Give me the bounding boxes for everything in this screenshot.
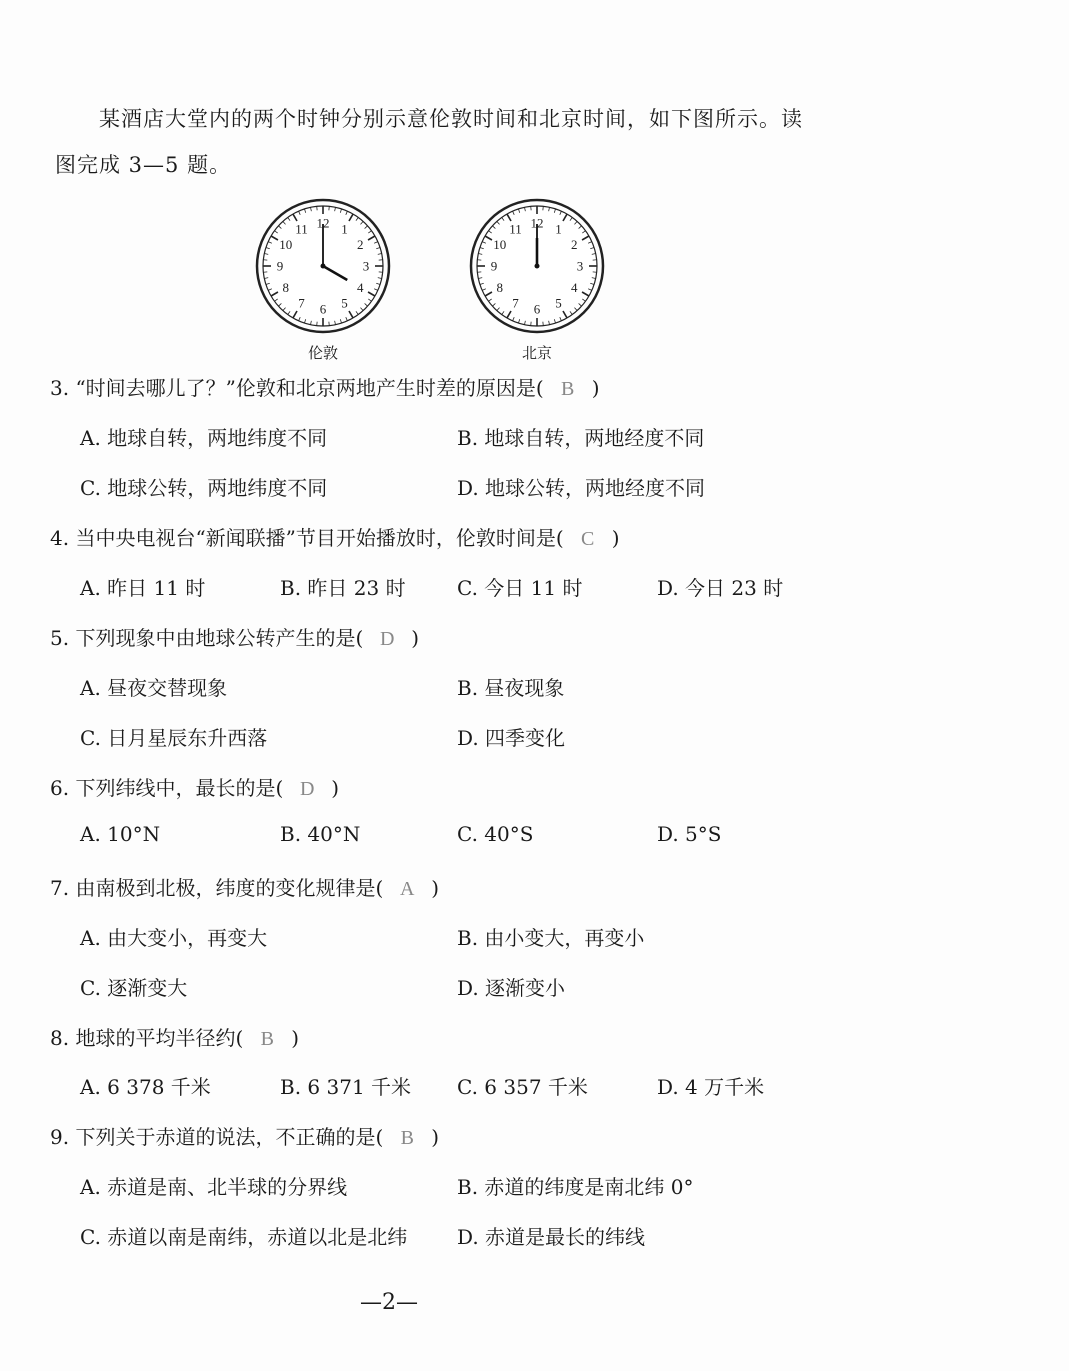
question-stem: 7. 由南极到北极，纬度的变化规律是( — [50, 876, 384, 900]
question-close: ) — [411, 626, 420, 650]
option-a: A. 10°N — [80, 822, 161, 846]
answer-mark: D — [380, 628, 395, 650]
clock-numeral: 9 — [276, 258, 284, 274]
clock-numeral: 6 — [319, 301, 327, 317]
answer-mark: B — [400, 1127, 414, 1149]
clock-numeral: 5 — [555, 295, 562, 311]
option-b: B. 6 371 千米 — [280, 1075, 412, 1099]
question-9 — [50, 1121, 439, 1150]
option-b: B. 40°N — [280, 822, 361, 846]
question-close: ) — [591, 376, 600, 400]
option-c: C. 今日 11 时 — [457, 576, 583, 600]
clock-numeral: 8 — [496, 280, 504, 295]
answer-mark: B — [561, 378, 575, 400]
option-d: D. 四季变化 — [457, 726, 566, 750]
answer-mark: B — [260, 1028, 274, 1050]
option-a: A. 昨日 11 时 — [80, 576, 206, 600]
question-close: ) — [291, 1026, 300, 1050]
question-close: ) — [431, 876, 440, 900]
question-close: ) — [331, 776, 340, 800]
clock-numeral: 1 — [341, 221, 348, 237]
question-close: ) — [611, 526, 620, 550]
question-stem: 6. 下列纬线中，最长的是( — [50, 776, 284, 800]
question-stem: 3. “时间去哪儿了？”伦敦和北京两地产生时差的原因是( — [50, 376, 544, 400]
question-3 — [50, 372, 600, 401]
answer-mark: C — [581, 528, 595, 550]
beijing-clock-caption: 北京 — [521, 344, 552, 362]
option-c: C. 6 357 千米 — [457, 1075, 588, 1099]
option-a: A. 由大变小，再变大 — [80, 926, 268, 950]
question-stem: 8. 地球的平均半径约( — [50, 1026, 244, 1050]
option-d: D. 地球公转，两地经度不同 — [457, 476, 706, 500]
clock-numeral: 8 — [282, 280, 290, 295]
option-d: D. 4 万千米 — [657, 1075, 765, 1099]
option-d: D. 今日 23 时 — [657, 576, 784, 600]
beijing-clock-face — [467, 196, 607, 336]
option-d: D. 赤道是最长的纬线 — [457, 1225, 646, 1249]
question-8 — [50, 1022, 299, 1051]
clock-numeral: 7 — [512, 295, 519, 311]
intro-line-2: 图完成 3—5 题。 — [55, 153, 232, 177]
clock-numeral: 1 — [555, 221, 562, 237]
clock-numeral: 4 — [356, 280, 364, 295]
option-c: C. 逐渐变大 — [80, 976, 188, 1000]
clock-numeral: 11 — [509, 221, 522, 237]
clock-numeral: 2 — [570, 237, 578, 252]
clock-numeral: 10 — [279, 237, 293, 252]
answer-mark: D — [300, 778, 315, 800]
clock-center-pin — [535, 264, 540, 269]
clock-numeral: 7 — [298, 295, 305, 311]
clock-numeral: 12 — [316, 215, 330, 231]
question-stem: 9. 下列关于赤道的说法，不正确的是( — [50, 1125, 384, 1149]
question-close: ) — [431, 1125, 440, 1149]
london-clock — [253, 196, 393, 363]
question-5 — [50, 622, 419, 651]
intro-line-1: 某酒店大堂内的两个时钟分别示意伦敦时间和北京时间，如下图所示。读 — [99, 107, 803, 131]
question-7 — [50, 872, 439, 901]
clock-numeral: 12 — [530, 215, 544, 231]
option-c: C. 赤道以南是南纬，赤道以北是北纬 — [80, 1225, 408, 1249]
clock-numeral: 10 — [493, 237, 507, 252]
option-b: B. 昨日 23 时 — [280, 576, 406, 600]
answer-mark: A — [400, 878, 415, 900]
clock-numeral: 9 — [490, 258, 498, 274]
clock-numeral: 2 — [356, 237, 364, 252]
question-stem: 4. 当中央电视台“新闻联播”节目开始播放时，伦敦时间是( — [50, 526, 564, 550]
intro-text — [55, 96, 825, 188]
question-stem: 5. 下列现象中由地球公转产生的是( — [50, 626, 364, 650]
option-a: A. 赤道是南、北半球的分界线 — [80, 1175, 348, 1199]
clock-numeral: 6 — [533, 301, 541, 317]
london-clock-caption: 伦敦 — [307, 344, 338, 362]
london-clock-face — [253, 196, 393, 336]
option-a: A. 6 378 千米 — [80, 1075, 211, 1099]
clock-numeral: 5 — [341, 295, 348, 311]
beijing-clock — [467, 196, 607, 363]
question-6 — [50, 772, 339, 801]
option-b: B. 昼夜现象 — [457, 676, 565, 700]
option-b: B. 赤道的纬度是南北纬 0° — [457, 1175, 694, 1199]
question-4 — [50, 522, 620, 551]
option-b: B. 地球自转，两地经度不同 — [457, 426, 705, 450]
option-d: D. 逐渐变小 — [457, 976, 566, 1000]
option-c: C. 40°S — [457, 822, 534, 846]
option-a: A. 地球自转，两地纬度不同 — [80, 426, 328, 450]
clock-numeral: 3 — [576, 258, 584, 274]
clock-numeral: 3 — [362, 258, 370, 274]
option-d: D. 5°S — [657, 822, 722, 846]
clock-numeral: 11 — [295, 221, 308, 237]
option-a: A. 昼夜交替现象 — [80, 676, 228, 700]
clock-center-pin — [321, 264, 326, 269]
clock-numeral: 4 — [570, 280, 578, 295]
option-c: C. 地球公转，两地纬度不同 — [80, 476, 328, 500]
option-b: B. 由小变大，再变小 — [457, 926, 645, 950]
option-c: C. 日月星辰东升西落 — [80, 726, 268, 750]
page-number: —2— — [360, 1290, 418, 1315]
